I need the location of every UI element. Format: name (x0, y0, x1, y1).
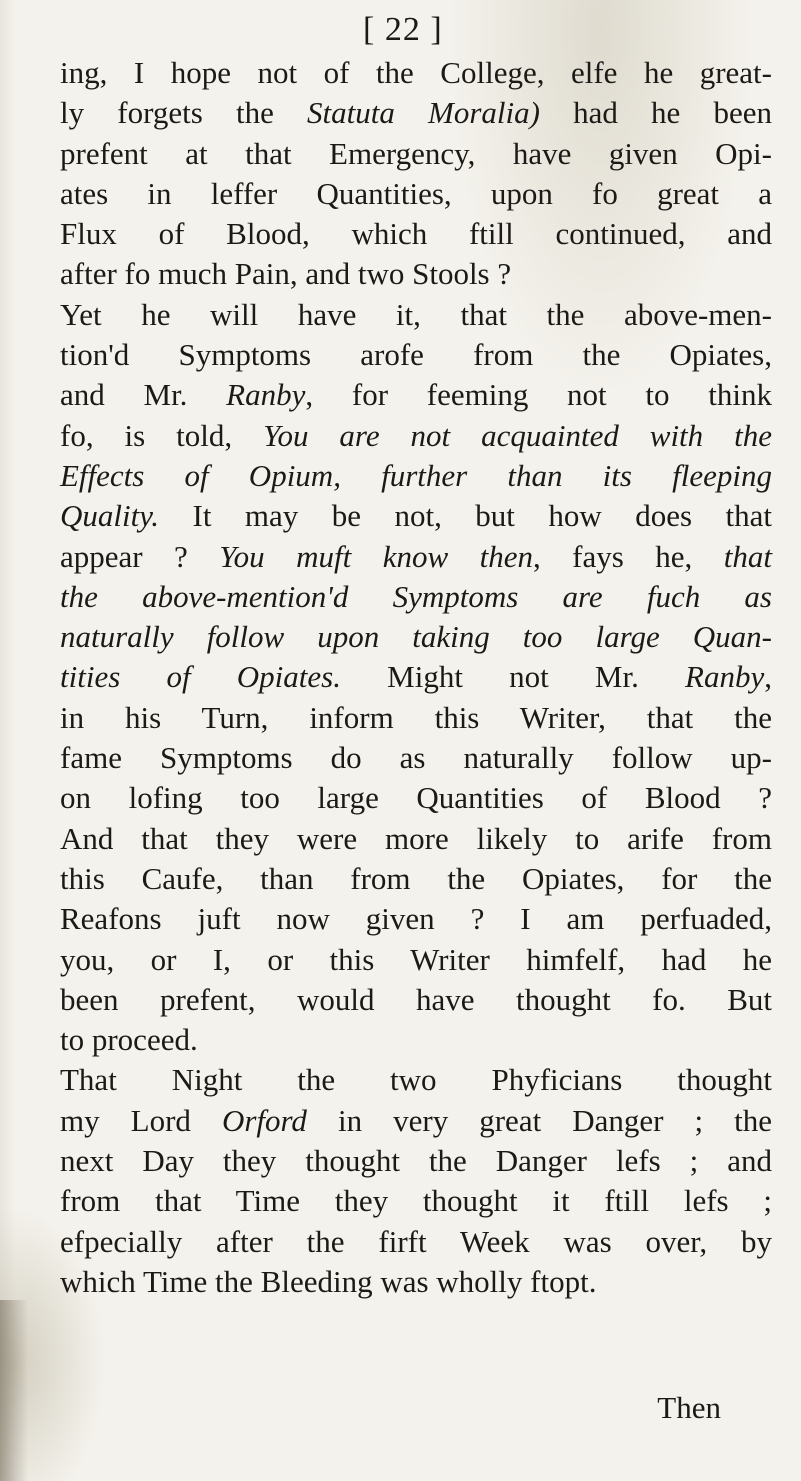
text-line: And that they were more likely to arife from (60, 820, 772, 856)
text-line: to proceed. (60, 1022, 198, 1058)
text-line: fo, is told, You are not acquainted with the (60, 417, 772, 453)
text-line: appear ? You muft know then, fays he, that (60, 538, 772, 574)
text-line: naturally follow upon taking too large Quan- (60, 619, 772, 655)
text-line: this Caufe, than from the Opiates, for the (60, 860, 772, 896)
text-line: from that Time they thought it ftill lefs ; (60, 1183, 772, 1219)
text-line: ates in leffer Quantities, upon fo great a (60, 175, 772, 211)
text-line: tities of Opiates. Might not Mr. Ranby, (60, 659, 772, 695)
text-line: on lofing too large Quantities of Blood ? (60, 780, 772, 816)
text-line: next Day they thought the Danger lefs ; and (60, 1143, 772, 1179)
text-line: which Time the Bleeding was wholly ftopt. (60, 1263, 597, 1299)
text-line: Quality. It may be not, but how does that (60, 498, 772, 534)
page-number-header: [ 22 ] (363, 11, 443, 48)
body-text (60, 53, 772, 1302)
page-edge-shadow (0, 1300, 28, 1481)
text-line: ly forgets the Statuta Moralia) had he been (60, 95, 773, 131)
text-line: in his Turn, inform this Writer, that the (60, 699, 772, 735)
text-line: Flux of Blood, which ftill continued, and (60, 216, 772, 252)
text-line: efpecially after the firft Week was over, by (60, 1223, 772, 1259)
catchword: Then (657, 1390, 721, 1425)
text-line: the above-mention'd Symptoms are fuch as (60, 578, 772, 614)
text-line: after fo much Pain, and two Stools ? (60, 256, 512, 292)
text-line: Effects of Opium, further than its fleeping (60, 457, 772, 493)
text-line: tion'd Symptoms arofe from the Opiates, (60, 337, 772, 373)
text-line: Yet he will have it, that the above-men- (60, 296, 772, 332)
text-line: my Lord Orford in very great Danger ; the (60, 1102, 773, 1138)
text-line: and Mr. Ranby, for feeming not to think (60, 377, 772, 413)
text-line: That Night the two Phyficians thought (60, 1062, 772, 1098)
text-line: fame Symptoms do as naturally follow up- (60, 740, 772, 776)
text-line: ing, I hope not of the College, elfe he great- (60, 55, 772, 90)
text-line: been prefent, would have thought fo. But (60, 981, 772, 1017)
text-line: prefent at that Emergency, have given Opi- (60, 135, 772, 171)
text-line: Reafons juft now given ? I am perfuaded, (60, 901, 772, 937)
text-line: you, or I, or this Writer himfelf, had he (60, 941, 772, 977)
